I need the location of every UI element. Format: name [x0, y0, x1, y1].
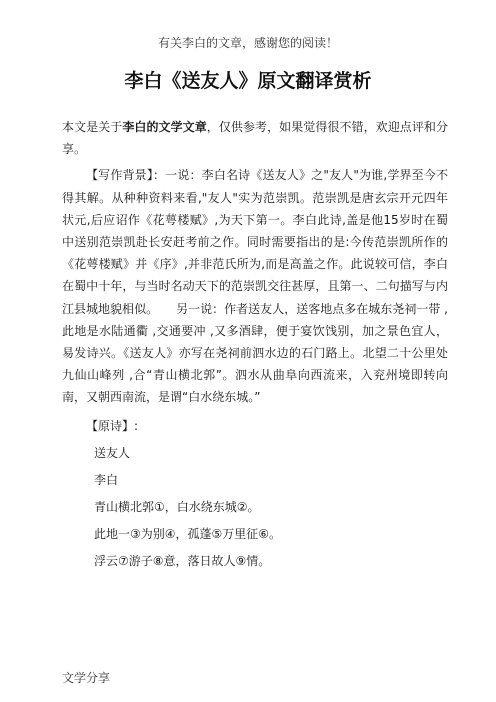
poem-line-1: 青山横北郭①，白水绕东城②。 — [94, 499, 260, 514]
page-footer: 文学分享 — [62, 671, 111, 685]
poem-heading: 【原诗】: — [86, 418, 139, 433]
poem-title: 送友人 — [94, 445, 131, 460]
poem-line-2: 此地一③为别④，孤蓬⑤万里征⑥。 — [94, 526, 282, 541]
intro-suffix: ，仅供参考，如果觉得很不错，欢迎点评和分享。 — [62, 120, 448, 157]
page-title: 李白《送友人》原文翻译赏析 — [124, 70, 372, 92]
intro-paragraph — [62, 116, 448, 160]
poem-section — [62, 413, 448, 575]
intro-prefix: 本文是关于 — [62, 120, 123, 134]
poem-author: 李白 — [94, 472, 119, 487]
background-paragraph: 【写作背景】：一说：李白名诗《送友人》之"友人"为谁,学界至今不得其解。从种种资料来看,"友人"实为范崇凯。范崇凯是唐玄宗开元四年状元,后应诏作《花萼楼赋》,为天下第一。李白此诗,盖是他15岁时在蜀中送别范崇凯赴长安赶考前之作。同时需要指出的是:今传范崇凯所作的《花萼楼赋》并《序》,并非范氏所为,而是高盖之作。此说较可信，李白在蜀中十年，与当时名动天下的范崇凯交往甚厚，且第一、二句描写与内江县城地貌相似。 另一说：作者送友人，送客地点多在城东尧祠一带 ,此地是水陆通衢 ,交通要冲 ,又多酒肆，便于宴饮饯别，加之景色宜人，易发诗兴。《送友人》亦写在尧祠前泗水边的石门路上。北望二十公里处九仙山峰列 ,合“青山横北郭”。泗水从曲阜向西流来，入兖州境即转向南，又朝西南流，是谓“白水绕东城。” — [62, 168, 448, 405]
intro-bold-link: 李白的文学文章 — [122, 120, 207, 134]
page-header: 有关李白的文章，感谢您的阅读！ — [157, 36, 338, 50]
poem-line-3: 浮云⑦游子⑧意，落日故人⑨情。 — [94, 553, 271, 568]
article-body — [62, 116, 448, 575]
